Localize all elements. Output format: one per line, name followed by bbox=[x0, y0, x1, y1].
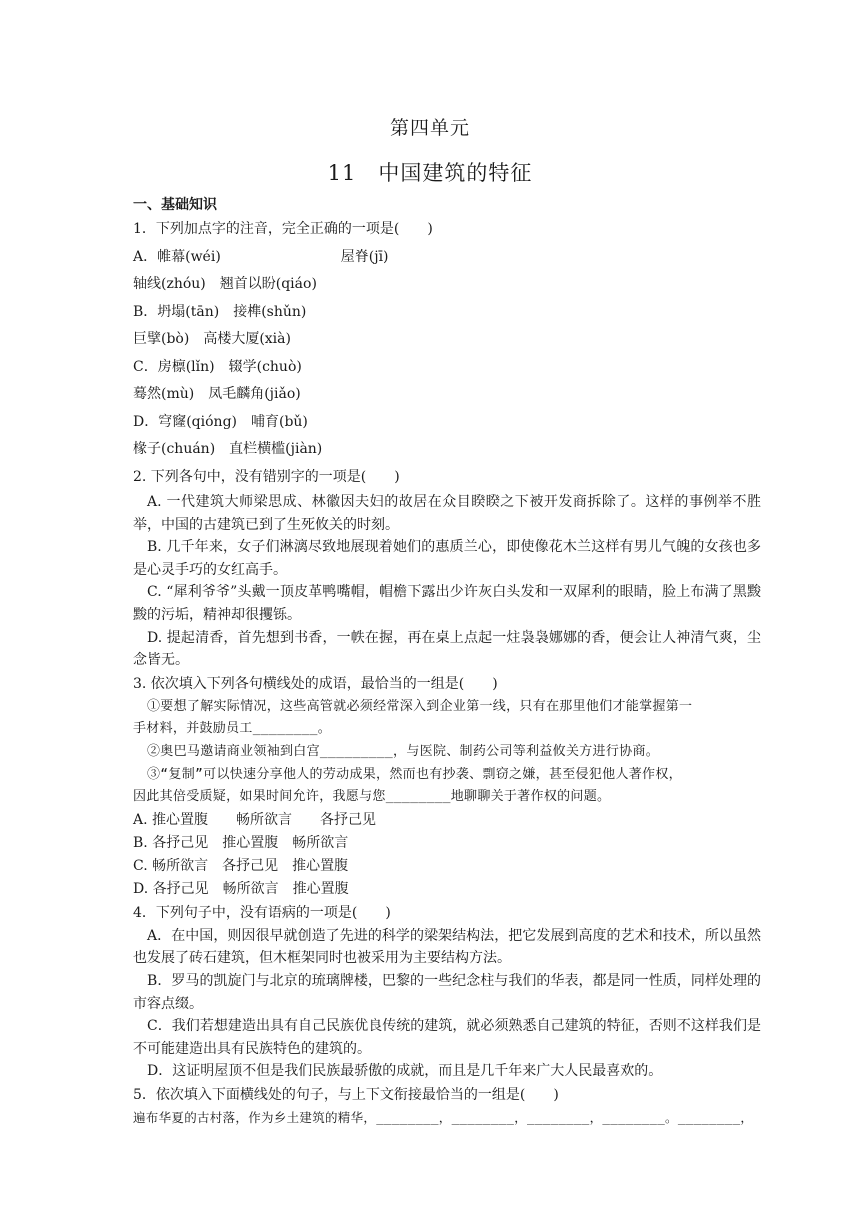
question-2-stem: 2. 下列各句中，没有错别字的一项是( ) bbox=[133, 468, 400, 485]
question-4-stem: 4．下列句子中，没有语病的一项是( ) bbox=[133, 904, 391, 921]
question-3-sentence-3-cont: 因此其倍受质疑，如果时间允许，我愿与您________地聊聊关于著作权的问题。 bbox=[133, 789, 611, 805]
question-3-option-d: D. 各抒己见 畅所欲言 推心置腹 bbox=[133, 880, 349, 897]
section-heading: 一、基础知识 bbox=[133, 197, 217, 213]
question-2-option-b: B. 几千年来，女子们淋漓尽致地展现着她们的惠质兰心，即使像花木兰这样有男儿气魄的女孩也多是心灵手巧的女红高手。 bbox=[133, 539, 761, 578]
question-3-sentence-3: ③“复制”可以快速分享他人的劳动成果，然而也有抄袭、剽窃之嫌，甚至侵犯他人著作权， bbox=[147, 766, 682, 782]
option-a-part1: A．帷幕(wéi) bbox=[133, 248, 221, 265]
question-4-option-a: A．在中国，则因很早就创造了先进的科学的梁架结构法，把它发展到高度的艺术和技术，所以虽然也发展了砖石建筑，但木框架同时也被采用为主要结构方法。 bbox=[133, 927, 761, 967]
question-3-stem: 3. 依次填入下列各句横线处的成语，最恰当的一组是( ) bbox=[133, 675, 498, 692]
question-4-option-d: D．这证明屋顶不但是我们民族最骄傲的成就，而且是几千年来广大人民最喜欢的。 bbox=[147, 1063, 663, 1080]
question-2-option-d: D. 提起清香，首先想到书香，一帙在握，再在桌上点起一炷袅袅娜娜的香，便会让人神清气爽，尘念皆无。 bbox=[133, 629, 761, 669]
question-3-option-b: B. 各抒己见 推心置腹 畅所欲言 bbox=[133, 834, 349, 851]
question-1-option-b: B．坍塌(tān) 接榫(shǔn) bbox=[133, 303, 307, 320]
question-3-option-c: C. 畅所欲言 各抒己见 推心置腹 bbox=[133, 857, 349, 874]
question-1-option-d-cont: 椽子(chuán) 直栏横槛(jiàn) bbox=[133, 441, 323, 457]
question-2-option-a: A. 一代建筑大师梁思成、林徽因夫妇的故居在众目睽睽之下被开发商拆除了。这样的事例举不胜举，中国的古建筑已到了生死攸关的时刻。 bbox=[133, 494, 761, 533]
question-3-sentence-2: ②奥巴马邀请商业领袖到白宫_________，与医院、制药公司等利益攸关方进行协商。 bbox=[147, 743, 660, 759]
question-4-option-b: B．罗马的凯旋门与北京的琉璃牌楼，巴黎的一些纪念柱与我们的华表，都是同一性质，同样处理的市容点缀。 bbox=[133, 972, 761, 1012]
exercise-content bbox=[133, 194, 761, 1129]
question-1-option-d: D．穹窿(qióng) 哺育(bǔ) bbox=[133, 413, 308, 430]
question-3-option-a: A. 推心置腹 畅所欲言 各抒己见 bbox=[133, 811, 377, 828]
option-a-part2: 屋脊(jī) bbox=[340, 248, 389, 265]
question-3-sentence-1: ①要想了解实际情况，这些高管就必须经常深入到企业第一线，只有在那里他们才能掌握第一 bbox=[147, 698, 693, 714]
question-2-option-c: C. “犀利爷爷”头戴一顶皮革鸭嘴帽，帽檐下露出少许灰白头发和一双犀利的眼睛，脸上布满了黑黢黢的污垢，精神却很攫铄。 bbox=[133, 584, 761, 623]
question-4-option-c: C．我们若想建造出具有自己民族优良传统的建筑，就必须熟悉自己建筑的特征，否则不这样我们是不可能建造出具有民族特色的建筑的。 bbox=[133, 1018, 761, 1057]
question-1-option-c: C．房檩(lǐn) 辍学(chuò) bbox=[133, 358, 302, 375]
question-1-option-a-cont: 轴线(zhóu) 翘首以盼(qiáo) bbox=[133, 276, 317, 292]
question-1-stem: 1．下列加点字的注音，完全正确的一项是( ) bbox=[133, 221, 433, 237]
question-1-option-b-cont: 巨擘(bò) 高楼大厦(xià) bbox=[133, 331, 291, 347]
question-3-sentence-1-cont: 手材料，并鼓励员工________。 bbox=[133, 721, 332, 737]
lesson-title: 11 中国建筑的特征 bbox=[327, 161, 533, 185]
question-1-option-a bbox=[133, 244, 761, 272]
unit-title: 第四单元 bbox=[389, 117, 470, 139]
question-1-option-c-cont: 蓦然(mù) 凤毛麟角(jiǎo) bbox=[133, 386, 301, 402]
question-5-text: 遍布华夏的古村落，作为乡土建筑的精华，________，________，________，________。________， bbox=[133, 1109, 754, 1125]
question-5-stem: 5．依次填入下面横线处的句子，与上下文衔接最恰当的一组是( ) bbox=[133, 1086, 559, 1103]
